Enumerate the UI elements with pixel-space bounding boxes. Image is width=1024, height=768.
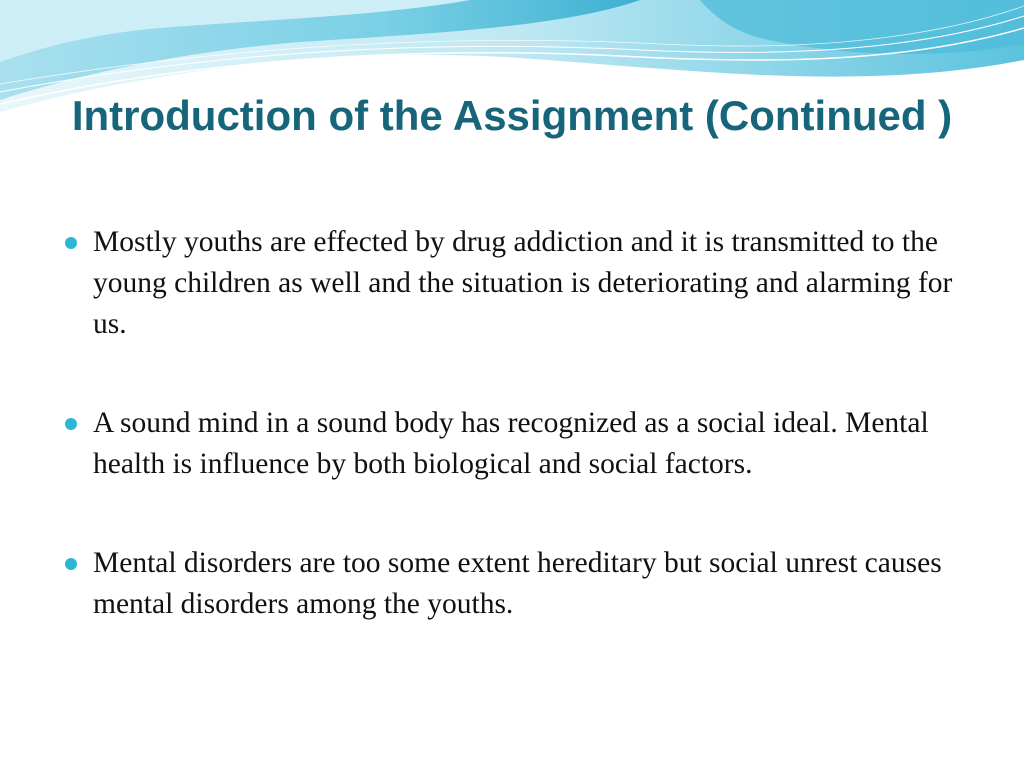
- bullet-item-drug-addiction: [60, 222, 960, 345]
- bullet-list: [60, 222, 960, 683]
- bullet-text: A sound mind in a sound body has recognized as a social ideal. Mental health is influence by both biological and social factors.: [93, 407, 929, 480]
- slide-title: Introduction of the Assignment (Continued ): [71, 92, 953, 139]
- bullet-item-sound-mind: [60, 403, 960, 485]
- bullet-text: Mostly youths are effected by drug addiction and it is transmitted to the young children as well and the situation is deteriorating and alarming for us.: [93, 226, 953, 340]
- bullet-dot-icon: [65, 418, 77, 430]
- bullet-text: Mental disorders are too some extent hereditary but social unrest causes mental disorders among the youths.: [93, 547, 942, 620]
- bullet-item-mental-disorders: [60, 543, 960, 625]
- bullet-dot-icon: [65, 558, 77, 570]
- bullet-dot-icon: [65, 237, 77, 249]
